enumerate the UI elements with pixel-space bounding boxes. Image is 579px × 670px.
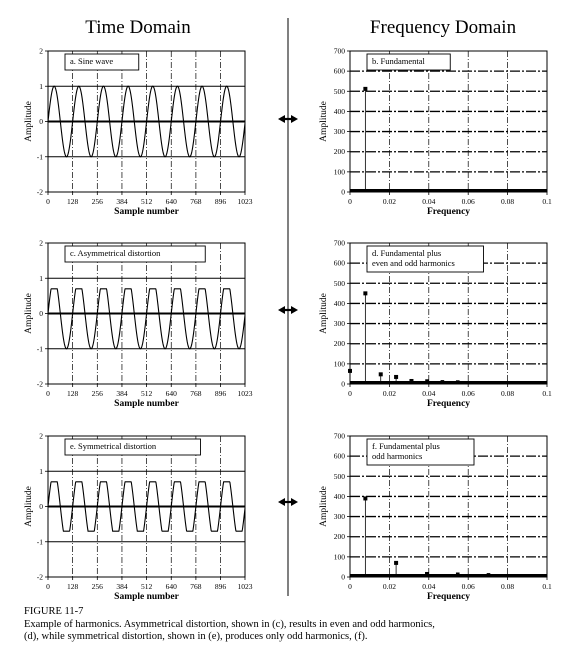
panel-label-text: e. Symmetrical distortion [70, 441, 157, 451]
arrow-head-right [291, 306, 298, 314]
x-tick-label: 0.08 [501, 389, 515, 398]
x-tick-label: 0 [348, 582, 352, 591]
arrow-head-left [278, 115, 285, 123]
x-tick-label: 512 [140, 197, 153, 206]
y-tick-label: 0 [341, 379, 345, 389]
spectrum-point [363, 496, 367, 500]
x-tick-label: 384 [116, 582, 128, 591]
y-tick-label: 1 [39, 273, 43, 283]
y-tick-label: 0 [39, 502, 43, 511]
y-tick-label: 1 [39, 466, 43, 476]
y-tick-label: 500 [333, 86, 345, 96]
y-tick-label: 500 [333, 278, 345, 288]
y-tick-label: 0 [39, 309, 43, 318]
chart-a [24, 47, 253, 218]
panel-label-text: even and odd harmonics [372, 258, 455, 268]
y-tick-label: 700 [333, 431, 345, 441]
x-axis-label: Frequency [426, 592, 471, 602]
y-axis-label: Amplitude [319, 486, 329, 527]
x-tick-label: 384 [116, 389, 128, 398]
time-domain-header: Time Domain [85, 17, 191, 38]
spectrum-point [394, 561, 398, 565]
y-tick-label: 700 [333, 238, 345, 248]
y-tick-label: 400 [333, 106, 345, 116]
y-tick-label: 100 [333, 167, 345, 177]
y-tick-label: 600 [333, 258, 345, 268]
y-tick-label: -2 [36, 379, 43, 389]
spectrum-point [456, 380, 460, 384]
x-tick-label: 512 [140, 582, 153, 591]
spectrum-point [363, 291, 367, 295]
arrow-head-left [278, 498, 285, 506]
y-tick-label: -2 [36, 187, 43, 197]
y-tick-label: 400 [333, 491, 345, 501]
panel-label-text: b. Fundamental [372, 56, 425, 66]
chart-b [319, 47, 552, 218]
y-tick-label: 2 [39, 238, 43, 248]
arrow-head-right [291, 498, 298, 506]
x-tick-label: 128 [67, 389, 79, 398]
spectrum-point [425, 572, 429, 576]
y-tick-label: 2 [39, 46, 43, 56]
x-tick-label: 0.06 [461, 389, 475, 398]
x-tick-label: 128 [67, 582, 79, 591]
x-tick-label: 0.08 [501, 197, 515, 206]
chart-d [319, 239, 552, 410]
x-tick-label: 0 [348, 389, 352, 398]
spectrum-point [394, 375, 398, 379]
x-tick-label: 0 [348, 197, 352, 206]
y-tick-label: 600 [333, 451, 345, 461]
y-tick-label: 300 [333, 127, 345, 137]
spectrum-point [363, 87, 367, 91]
spectrum-point [348, 369, 352, 373]
x-tick-label: 768 [190, 197, 202, 206]
x-tick-label: 0.1 [542, 582, 552, 591]
x-axis-label: Sample number [114, 399, 179, 409]
y-tick-label: 500 [333, 471, 345, 481]
x-tick-label: 640 [165, 582, 177, 591]
frequency-domain-header: Frequency Domain [369, 17, 517, 38]
caption-line-2: (d), while symmetrical distortion, shown in (e), produces only odd harmonics, (f). [24, 631, 368, 642]
y-tick-label: 100 [333, 359, 345, 369]
x-tick-label: 0.02 [382, 197, 396, 206]
arrow-head-left [278, 306, 285, 314]
y-tick-label: -1 [36, 152, 43, 162]
x-tick-label: 128 [67, 197, 79, 206]
y-tick-label: 600 [333, 66, 345, 76]
spectrum-point [379, 372, 383, 376]
y-tick-label: 400 [333, 298, 345, 308]
x-tick-label: 0 [46, 582, 50, 591]
x-tick-label: 384 [116, 197, 128, 206]
x-tick-label: 0.02 [382, 582, 396, 591]
x-tick-label: 0.08 [501, 582, 515, 591]
x-tick-label: 896 [214, 389, 227, 398]
panel-label-text: c. Asymmetrical distortion [70, 248, 161, 258]
x-tick-label: 1023 [237, 197, 253, 206]
x-tick-label: 0.02 [382, 389, 396, 398]
y-tick-label: -1 [36, 344, 43, 354]
x-tick-label: 0.06 [461, 197, 475, 206]
y-tick-label: 300 [333, 512, 345, 522]
y-tick-label: 700 [333, 46, 345, 56]
x-tick-label: 896 [214, 582, 227, 591]
figure-caption [24, 606, 574, 644]
y-tick-label: 0 [39, 117, 43, 126]
x-tick-label: 0.04 [422, 389, 436, 398]
spectrum-point [425, 379, 429, 383]
panel-label-text: f. Fundamental plus [372, 441, 440, 451]
panel-label-text: d. Fundamental plus [372, 248, 442, 258]
x-tick-label: 1023 [237, 582, 253, 591]
x-axis-label: Frequency [426, 207, 471, 217]
spectrum-point [441, 380, 445, 384]
x-tick-label: 0.1 [542, 389, 552, 398]
y-axis-label: Amplitude [24, 486, 34, 527]
x-axis-label: Sample number [114, 207, 179, 217]
spectrum-point [456, 572, 460, 576]
chart-e [24, 432, 253, 603]
x-tick-label: 768 [190, 389, 202, 398]
x-tick-label: 768 [190, 582, 202, 591]
x-tick-label: 256 [91, 197, 103, 206]
x-tick-label: 640 [165, 389, 177, 398]
x-tick-label: 0.04 [422, 582, 436, 591]
x-tick-label: 0.04 [422, 197, 436, 206]
x-tick-label: 512 [140, 389, 153, 398]
x-tick-label: 256 [91, 582, 103, 591]
y-axis-label: Amplitude [24, 293, 34, 334]
panel-label-text: a. Sine wave [70, 56, 114, 66]
y-axis-label: Amplitude [24, 101, 34, 142]
chart-c [24, 239, 253, 410]
y-tick-label: 0 [341, 187, 345, 197]
spectrum-point [487, 573, 491, 577]
y-tick-label: 200 [333, 147, 345, 157]
x-tick-label: 0.06 [461, 582, 475, 591]
y-tick-label: 200 [333, 532, 345, 542]
y-tick-label: 2 [39, 431, 43, 441]
y-tick-label: 300 [333, 319, 345, 329]
caption-line-1: Example of harmonics. Asymmetrical distortion, shown in (c), results in even and odd harmonics, [24, 618, 435, 630]
arrow-head-right [291, 115, 298, 123]
x-tick-label: 0 [46, 389, 50, 398]
y-axis-label: Amplitude [319, 101, 329, 142]
x-axis-label: Frequency [426, 399, 471, 409]
y-axis-label: Amplitude [319, 293, 329, 334]
x-tick-label: 0 [46, 197, 50, 206]
x-tick-label: 896 [214, 197, 227, 206]
x-tick-label: 1023 [237, 389, 253, 398]
chart-f [319, 432, 552, 603]
plot-frame [350, 51, 547, 192]
y-tick-label: 100 [333, 552, 345, 562]
y-tick-label: 1 [39, 81, 43, 91]
y-tick-label: 0 [341, 572, 345, 582]
caption-figure-number: FIGURE 11-7 [24, 606, 84, 617]
x-tick-label: 0.1 [542, 197, 552, 206]
x-tick-label: 640 [165, 197, 177, 206]
x-axis-label: Sample number [114, 592, 179, 602]
spectrum-point [409, 379, 413, 383]
y-tick-label: -1 [36, 537, 43, 547]
y-tick-label: 200 [333, 339, 345, 349]
x-tick-label: 256 [91, 389, 103, 398]
panel-label-text: odd harmonics [372, 451, 423, 461]
y-tick-label: -2 [36, 572, 43, 582]
